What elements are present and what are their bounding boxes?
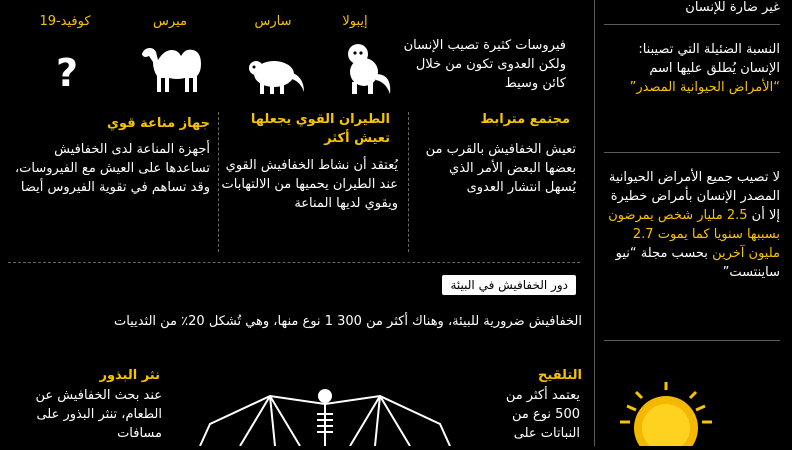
seeds-title: نثر البذور	[99, 368, 160, 383]
pollination-text: يعتمد أكثر من 500 نوع من النباتات على	[505, 388, 580, 441]
animal-label-covid: كوفيد-19	[39, 14, 91, 29]
flight-text: يُعتقد أن نشاط الخفافيش القوي عند الطيران يحميها من الالتهابات ويقوي لديها المناعة	[221, 158, 398, 211]
question-icon	[52, 46, 82, 92]
section-separator	[8, 262, 580, 263]
sidebar-block-1	[604, 40, 780, 97]
camel-icon	[138, 40, 206, 96]
sidebar-sep-1	[604, 24, 780, 25]
monkey-icon	[338, 40, 394, 96]
viruses-intro-text: فيروسات كثيرة تصيب الإنسان ولكن العدوى تكون من خلال كائن وسيط	[403, 38, 566, 91]
environment-section-label: دور الخفافيش في البيئة	[442, 275, 576, 295]
animal-label-ebola: إيبولا	[342, 14, 368, 29]
sidebar-sep-2	[604, 152, 780, 153]
seeds-text: عند بحث الخفافيش عن الطعام، تنثر البذور على مسافات	[35, 388, 162, 441]
sidebar-top-text: غير ضارة للإنسان	[685, 0, 780, 15]
sidebar-divider	[594, 0, 595, 446]
sidebar-block-1-gold: “الأمراض الحيوانية المصدر”	[629, 80, 780, 95]
community-title: مجتمع مترابط	[480, 112, 570, 127]
divider-col-2	[408, 112, 409, 252]
environment-description: الخفافيش ضرورية للبيئة، وهناك أكثر من 300 1 نوع منها، وهي تُشكل 20٪ من الثدييات	[113, 314, 582, 329]
sidebar-block-2-gold: 2.5 مليار شخص يمرضون بسببها سنويا كما يموت 2.7 مليون آخرين	[608, 208, 780, 261]
flight-title: الطيران القوي يجعلها تعيش أكثر	[250, 112, 390, 146]
immune-title: جهاز مناعة قوي	[107, 116, 210, 131]
sidebar-sep-3	[604, 340, 780, 341]
civet-icon	[246, 52, 306, 96]
sidebar-block-2-white-a: لا تصيب جميع الأمراض الحيوانية المصدر الإنسان بأمراض خطيرة إلا أن	[608, 170, 780, 223]
svg-text:?: ?	[55, 51, 79, 92]
animal-label-sars: سارس	[254, 14, 292, 29]
sidebar-block-2-white-b: بحسب مجلة “نيو ساينتست”	[615, 246, 780, 280]
immune-text: أجهزة المناعة لدى الخفافيش تساعدها على العيش مع الفيروسات، وقد تساهم في تقوية الفيروس أيضا	[14, 142, 210, 195]
sidebar-block-2	[604, 168, 780, 282]
animal-label-mers: ميرس	[153, 14, 187, 29]
pollination-title: التلقيح	[538, 368, 582, 383]
community-text: تعيش الخفافيش بالقرب من بعضها البعض الأمر الذي يُسهل انتشار العدوى	[425, 142, 576, 195]
sun-icon	[616, 382, 716, 446]
sidebar-block-1-white: النسبة الضئيلة التي تصيبنا: الإنسان يُطلق عليها اسم	[638, 42, 780, 76]
bat-skeleton-icon	[180, 384, 470, 446]
